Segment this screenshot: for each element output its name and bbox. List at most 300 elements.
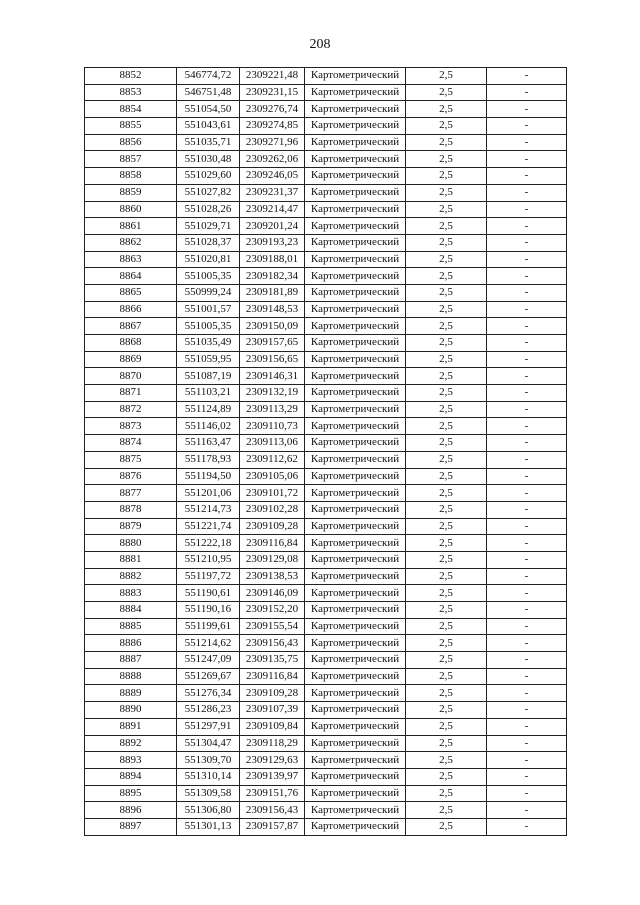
- x-coordinate-cell: 551221,74: [177, 518, 240, 535]
- y-coordinate-cell: 2309105,06: [240, 468, 305, 485]
- method-cell: Картометрический: [305, 535, 406, 552]
- accuracy-cell: 2,5: [406, 101, 487, 118]
- method-cell: Картометрический: [305, 802, 406, 819]
- method-cell: Картометрический: [305, 768, 406, 785]
- point-number-cell: 8858: [85, 168, 177, 185]
- accuracy-cell: 2,5: [406, 602, 487, 619]
- y-coordinate-cell: 2309151,76: [240, 785, 305, 802]
- x-coordinate-cell: 551030,48: [177, 151, 240, 168]
- y-coordinate-cell: 2309246,05: [240, 168, 305, 185]
- x-coordinate-cell: 546774,72: [177, 68, 240, 85]
- method-cell: Картометрический: [305, 485, 406, 502]
- description-cell: -: [487, 468, 567, 485]
- y-coordinate-cell: 2309113,29: [240, 401, 305, 418]
- method-cell: Картометрический: [305, 134, 406, 151]
- y-coordinate-cell: 2309109,28: [240, 685, 305, 702]
- point-number-cell: 8886: [85, 635, 177, 652]
- table-row: [85, 602, 567, 619]
- method-cell: Картометрический: [305, 602, 406, 619]
- y-coordinate-cell: 2309110,73: [240, 418, 305, 435]
- point-number-cell: 8863: [85, 251, 177, 268]
- point-number-cell: 8879: [85, 518, 177, 535]
- accuracy-cell: 2,5: [406, 785, 487, 802]
- point-number-cell: 8876: [85, 468, 177, 485]
- x-coordinate-cell: 551301,13: [177, 818, 240, 835]
- table-row: [85, 685, 567, 702]
- y-coordinate-cell: 2309138,53: [240, 568, 305, 585]
- point-number-cell: 8880: [85, 535, 177, 552]
- description-cell: -: [487, 168, 567, 185]
- y-coordinate-cell: 2309113,06: [240, 435, 305, 452]
- method-cell: Картометрический: [305, 551, 406, 568]
- method-cell: Картометрический: [305, 818, 406, 835]
- accuracy-cell: 2,5: [406, 218, 487, 235]
- description-cell: -: [487, 268, 567, 285]
- y-coordinate-cell: 2309221,48: [240, 68, 305, 85]
- page-number: 208: [309, 37, 331, 52]
- description-cell: -: [487, 318, 567, 335]
- accuracy-cell: 2,5: [406, 401, 487, 418]
- method-cell: Картометрический: [305, 501, 406, 518]
- table-row: [85, 118, 567, 135]
- x-coordinate-cell: 551309,70: [177, 752, 240, 769]
- table-row: [85, 151, 567, 168]
- accuracy-cell: 2,5: [406, 268, 487, 285]
- method-cell: Картометрический: [305, 702, 406, 719]
- y-coordinate-cell: 2309146,09: [240, 585, 305, 602]
- point-number-cell: 8875: [85, 451, 177, 468]
- method-cell: Картометрический: [305, 568, 406, 585]
- point-number-cell: 8890: [85, 702, 177, 719]
- table-row: [85, 401, 567, 418]
- x-coordinate-cell: 551269,67: [177, 668, 240, 685]
- table-row: [85, 485, 567, 502]
- y-coordinate-cell: 2309116,84: [240, 535, 305, 552]
- accuracy-cell: 2,5: [406, 168, 487, 185]
- table-row: [85, 168, 567, 185]
- table-row: [85, 518, 567, 535]
- method-cell: Картометрический: [305, 735, 406, 752]
- point-number-cell: 8862: [85, 234, 177, 251]
- point-number-cell: 8861: [85, 218, 177, 235]
- accuracy-cell: 2,5: [406, 301, 487, 318]
- table-row: [85, 351, 567, 368]
- y-coordinate-cell: 2309101,72: [240, 485, 305, 502]
- x-coordinate-cell: 551029,60: [177, 168, 240, 185]
- description-cell: -: [487, 535, 567, 552]
- table-row: [85, 101, 567, 118]
- description-cell: -: [487, 568, 567, 585]
- table-row: [85, 418, 567, 435]
- description-cell: -: [487, 151, 567, 168]
- table-row: [85, 184, 567, 201]
- accuracy-cell: 2,5: [406, 718, 487, 735]
- x-coordinate-cell: 551124,89: [177, 401, 240, 418]
- y-coordinate-cell: 2309274,85: [240, 118, 305, 135]
- x-coordinate-cell: 551005,35: [177, 268, 240, 285]
- y-coordinate-cell: 2309132,19: [240, 385, 305, 402]
- accuracy-cell: 2,5: [406, 568, 487, 585]
- point-number-cell: 8889: [85, 685, 177, 702]
- accuracy-cell: 2,5: [406, 368, 487, 385]
- x-coordinate-cell: 551297,91: [177, 718, 240, 735]
- y-coordinate-cell: 2309139,97: [240, 768, 305, 785]
- accuracy-cell: 2,5: [406, 335, 487, 352]
- point-number-cell: 8881: [85, 551, 177, 568]
- y-coordinate-cell: 2309156,43: [240, 802, 305, 819]
- point-number-cell: 8894: [85, 768, 177, 785]
- accuracy-cell: 2,5: [406, 234, 487, 251]
- point-number-cell: 8852: [85, 68, 177, 85]
- description-cell: -: [487, 385, 567, 402]
- method-cell: Картометрический: [305, 401, 406, 418]
- y-coordinate-cell: 2309107,39: [240, 702, 305, 719]
- table-row: [85, 785, 567, 802]
- accuracy-cell: 2,5: [406, 385, 487, 402]
- accuracy-cell: 2,5: [406, 702, 487, 719]
- table-row: [85, 768, 567, 785]
- table-row: [85, 134, 567, 151]
- method-cell: Картометрический: [305, 68, 406, 85]
- accuracy-cell: 2,5: [406, 735, 487, 752]
- point-number-cell: 8869: [85, 351, 177, 368]
- point-number-cell: 8882: [85, 568, 177, 585]
- accuracy-cell: 2,5: [406, 818, 487, 835]
- point-number-cell: 8854: [85, 101, 177, 118]
- method-cell: Картометрический: [305, 268, 406, 285]
- y-coordinate-cell: 2309193,23: [240, 234, 305, 251]
- method-cell: Картометрический: [305, 618, 406, 635]
- x-coordinate-cell: 551029,71: [177, 218, 240, 235]
- accuracy-cell: 2,5: [406, 84, 487, 101]
- y-coordinate-cell: 2309182,34: [240, 268, 305, 285]
- x-coordinate-cell: 551309,58: [177, 785, 240, 802]
- description-cell: -: [487, 618, 567, 635]
- accuracy-cell: 2,5: [406, 184, 487, 201]
- description-cell: -: [487, 602, 567, 619]
- accuracy-cell: 2,5: [406, 635, 487, 652]
- description-cell: -: [487, 201, 567, 218]
- accuracy-cell: 2,5: [406, 518, 487, 535]
- table-body: [85, 68, 567, 836]
- point-number-cell: 8859: [85, 184, 177, 201]
- x-coordinate-cell: 551201,06: [177, 485, 240, 502]
- table-row: [85, 451, 567, 468]
- table-row: [85, 818, 567, 835]
- point-number-cell: 8871: [85, 385, 177, 402]
- method-cell: Картометрический: [305, 351, 406, 368]
- description-cell: -: [487, 818, 567, 835]
- x-coordinate-cell: 551190,61: [177, 585, 240, 602]
- accuracy-cell: 2,5: [406, 418, 487, 435]
- table-row: [85, 251, 567, 268]
- x-coordinate-cell: 551214,73: [177, 501, 240, 518]
- point-number-cell: 8857: [85, 151, 177, 168]
- y-coordinate-cell: 2309152,20: [240, 602, 305, 619]
- description-cell: -: [487, 101, 567, 118]
- method-cell: Картометрический: [305, 518, 406, 535]
- table-row: [85, 318, 567, 335]
- x-coordinate-cell: 551087,19: [177, 368, 240, 385]
- y-coordinate-cell: 2309109,28: [240, 518, 305, 535]
- description-cell: -: [487, 184, 567, 201]
- accuracy-cell: 2,5: [406, 118, 487, 135]
- accuracy-cell: 2,5: [406, 351, 487, 368]
- method-cell: Картометрический: [305, 318, 406, 335]
- point-number-cell: 8878: [85, 501, 177, 518]
- table-row: [85, 201, 567, 218]
- point-number-cell: 8884: [85, 602, 177, 619]
- x-coordinate-cell: 551020,81: [177, 251, 240, 268]
- x-coordinate-cell: 551286,23: [177, 702, 240, 719]
- table-row: [85, 668, 567, 685]
- table-row: [85, 234, 567, 251]
- point-number-cell: 8864: [85, 268, 177, 285]
- x-coordinate-cell: 551276,34: [177, 685, 240, 702]
- method-cell: Картометрический: [305, 201, 406, 218]
- method-cell: Картометрический: [305, 218, 406, 235]
- description-cell: -: [487, 351, 567, 368]
- table-row: [85, 535, 567, 552]
- x-coordinate-cell: 551027,82: [177, 184, 240, 201]
- description-cell: -: [487, 518, 567, 535]
- method-cell: Картометрический: [305, 451, 406, 468]
- description-cell: -: [487, 368, 567, 385]
- accuracy-cell: 2,5: [406, 201, 487, 218]
- description-cell: -: [487, 118, 567, 135]
- accuracy-cell: 2,5: [406, 535, 487, 552]
- table-row: [85, 635, 567, 652]
- y-coordinate-cell: 2309276,74: [240, 101, 305, 118]
- accuracy-cell: 2,5: [406, 485, 487, 502]
- description-cell: -: [487, 685, 567, 702]
- y-coordinate-cell: 2309156,43: [240, 635, 305, 652]
- x-coordinate-cell: 551059,95: [177, 351, 240, 368]
- method-cell: Картометрический: [305, 718, 406, 735]
- method-cell: Картометрический: [305, 184, 406, 201]
- point-number-cell: 8897: [85, 818, 177, 835]
- method-cell: Картометрический: [305, 468, 406, 485]
- table-row: [85, 618, 567, 635]
- description-cell: -: [487, 802, 567, 819]
- description-cell: -: [487, 251, 567, 268]
- table-row: [85, 218, 567, 235]
- method-cell: Картометрический: [305, 151, 406, 168]
- table-row: [85, 802, 567, 819]
- point-number-cell: 8853: [85, 84, 177, 101]
- method-cell: Картометрический: [305, 301, 406, 318]
- x-coordinate-cell: 551247,09: [177, 652, 240, 669]
- method-cell: Картометрический: [305, 368, 406, 385]
- accuracy-cell: 2,5: [406, 652, 487, 669]
- description-cell: -: [487, 218, 567, 235]
- table-row: [85, 568, 567, 585]
- x-coordinate-cell: 551222,18: [177, 535, 240, 552]
- point-number-cell: 8888: [85, 668, 177, 685]
- accuracy-cell: 2,5: [406, 668, 487, 685]
- description-cell: -: [487, 84, 567, 101]
- accuracy-cell: 2,5: [406, 768, 487, 785]
- accuracy-cell: 2,5: [406, 251, 487, 268]
- method-cell: Картометрический: [305, 385, 406, 402]
- y-coordinate-cell: 2309181,89: [240, 284, 305, 301]
- accuracy-cell: 2,5: [406, 752, 487, 769]
- x-coordinate-cell: 551035,71: [177, 134, 240, 151]
- point-number-cell: 8883: [85, 585, 177, 602]
- accuracy-cell: 2,5: [406, 134, 487, 151]
- x-coordinate-cell: 551306,80: [177, 802, 240, 819]
- coordinates-table: [84, 67, 567, 836]
- description-cell: -: [487, 451, 567, 468]
- description-cell: -: [487, 718, 567, 735]
- accuracy-cell: 2,5: [406, 68, 487, 85]
- y-coordinate-cell: 2309214,47: [240, 201, 305, 218]
- point-number-cell: 8895: [85, 785, 177, 802]
- description-cell: -: [487, 68, 567, 85]
- x-coordinate-cell: 551028,26: [177, 201, 240, 218]
- y-coordinate-cell: 2309262,06: [240, 151, 305, 168]
- y-coordinate-cell: 2309129,08: [240, 551, 305, 568]
- table-row: [85, 735, 567, 752]
- table-row: [85, 702, 567, 719]
- point-number-cell: 8855: [85, 118, 177, 135]
- description-cell: -: [487, 635, 567, 652]
- description-cell: -: [487, 435, 567, 452]
- method-cell: Картометрический: [305, 668, 406, 685]
- method-cell: Картометрический: [305, 168, 406, 185]
- description-cell: -: [487, 735, 567, 752]
- table-row: [85, 718, 567, 735]
- point-number-cell: 8866: [85, 301, 177, 318]
- method-cell: Картометрический: [305, 652, 406, 669]
- y-coordinate-cell: 2309231,37: [240, 184, 305, 201]
- table-row: [85, 652, 567, 669]
- table-row: [85, 385, 567, 402]
- description-cell: -: [487, 401, 567, 418]
- table-row: [85, 284, 567, 301]
- method-cell: Картометрический: [305, 785, 406, 802]
- table-row: [85, 468, 567, 485]
- x-coordinate-cell: 551146,02: [177, 418, 240, 435]
- y-coordinate-cell: 2309271,96: [240, 134, 305, 151]
- accuracy-cell: 2,5: [406, 618, 487, 635]
- point-number-cell: 8896: [85, 802, 177, 819]
- point-number-cell: 8891: [85, 718, 177, 735]
- y-coordinate-cell: 2309116,84: [240, 668, 305, 685]
- x-coordinate-cell: 551103,21: [177, 385, 240, 402]
- y-coordinate-cell: 2309148,53: [240, 301, 305, 318]
- x-coordinate-cell: 551210,95: [177, 551, 240, 568]
- table-row: [85, 752, 567, 769]
- point-number-cell: 8860: [85, 201, 177, 218]
- x-coordinate-cell: 551194,50: [177, 468, 240, 485]
- table-row: [85, 368, 567, 385]
- point-number-cell: 8873: [85, 418, 177, 435]
- point-number-cell: 8893: [85, 752, 177, 769]
- point-number-cell: 8887: [85, 652, 177, 669]
- method-cell: Картометрический: [305, 84, 406, 101]
- y-coordinate-cell: 2309188,01: [240, 251, 305, 268]
- point-number-cell: 8872: [85, 401, 177, 418]
- description-cell: -: [487, 551, 567, 568]
- y-coordinate-cell: 2309231,15: [240, 84, 305, 101]
- accuracy-cell: 2,5: [406, 585, 487, 602]
- y-coordinate-cell: 2309129,63: [240, 752, 305, 769]
- y-coordinate-cell: 2309102,28: [240, 501, 305, 518]
- table-row: [85, 268, 567, 285]
- table-row: [85, 585, 567, 602]
- y-coordinate-cell: 2309112,62: [240, 451, 305, 468]
- y-coordinate-cell: 2309155,54: [240, 618, 305, 635]
- description-cell: -: [487, 134, 567, 151]
- description-cell: -: [487, 785, 567, 802]
- point-number-cell: 8865: [85, 284, 177, 301]
- accuracy-cell: 2,5: [406, 501, 487, 518]
- x-coordinate-cell: 551310,14: [177, 768, 240, 785]
- table-row: [85, 551, 567, 568]
- y-coordinate-cell: 2309201,24: [240, 218, 305, 235]
- accuracy-cell: 2,5: [406, 551, 487, 568]
- description-cell: -: [487, 301, 567, 318]
- x-coordinate-cell: 551043,61: [177, 118, 240, 135]
- point-number-cell: 8870: [85, 368, 177, 385]
- description-cell: -: [487, 284, 567, 301]
- y-coordinate-cell: 2309157,65: [240, 335, 305, 352]
- y-coordinate-cell: 2309135,75: [240, 652, 305, 669]
- description-cell: -: [487, 752, 567, 769]
- x-coordinate-cell: 551035,49: [177, 335, 240, 352]
- description-cell: -: [487, 652, 567, 669]
- accuracy-cell: 2,5: [406, 435, 487, 452]
- accuracy-cell: 2,5: [406, 151, 487, 168]
- method-cell: Картометрический: [305, 435, 406, 452]
- accuracy-cell: 2,5: [406, 802, 487, 819]
- table-row: [85, 335, 567, 352]
- point-number-cell: 8856: [85, 134, 177, 151]
- description-cell: -: [487, 335, 567, 352]
- method-cell: Картометрический: [305, 284, 406, 301]
- point-number-cell: 8874: [85, 435, 177, 452]
- x-coordinate-cell: 551178,93: [177, 451, 240, 468]
- method-cell: Картометрический: [305, 585, 406, 602]
- accuracy-cell: 2,5: [406, 468, 487, 485]
- description-cell: -: [487, 702, 567, 719]
- table-row: [85, 84, 567, 101]
- x-coordinate-cell: 550999,24: [177, 284, 240, 301]
- description-cell: -: [487, 768, 567, 785]
- x-coordinate-cell: 551005,35: [177, 318, 240, 335]
- table-row: [85, 301, 567, 318]
- point-number-cell: 8892: [85, 735, 177, 752]
- x-coordinate-cell: 551163,47: [177, 435, 240, 452]
- table-row: [85, 501, 567, 518]
- method-cell: Картометрический: [305, 251, 406, 268]
- x-coordinate-cell: 551197,72: [177, 568, 240, 585]
- description-cell: -: [487, 501, 567, 518]
- method-cell: Картометрический: [305, 234, 406, 251]
- x-coordinate-cell: 546751,48: [177, 84, 240, 101]
- description-cell: -: [487, 585, 567, 602]
- method-cell: Картометрический: [305, 685, 406, 702]
- x-coordinate-cell: 551190,16: [177, 602, 240, 619]
- method-cell: Картометрический: [305, 635, 406, 652]
- y-coordinate-cell: 2309146,31: [240, 368, 305, 385]
- y-coordinate-cell: 2309109,84: [240, 718, 305, 735]
- description-cell: -: [487, 485, 567, 502]
- method-cell: Картометрический: [305, 335, 406, 352]
- method-cell: Картометрический: [305, 418, 406, 435]
- table-row: [85, 435, 567, 452]
